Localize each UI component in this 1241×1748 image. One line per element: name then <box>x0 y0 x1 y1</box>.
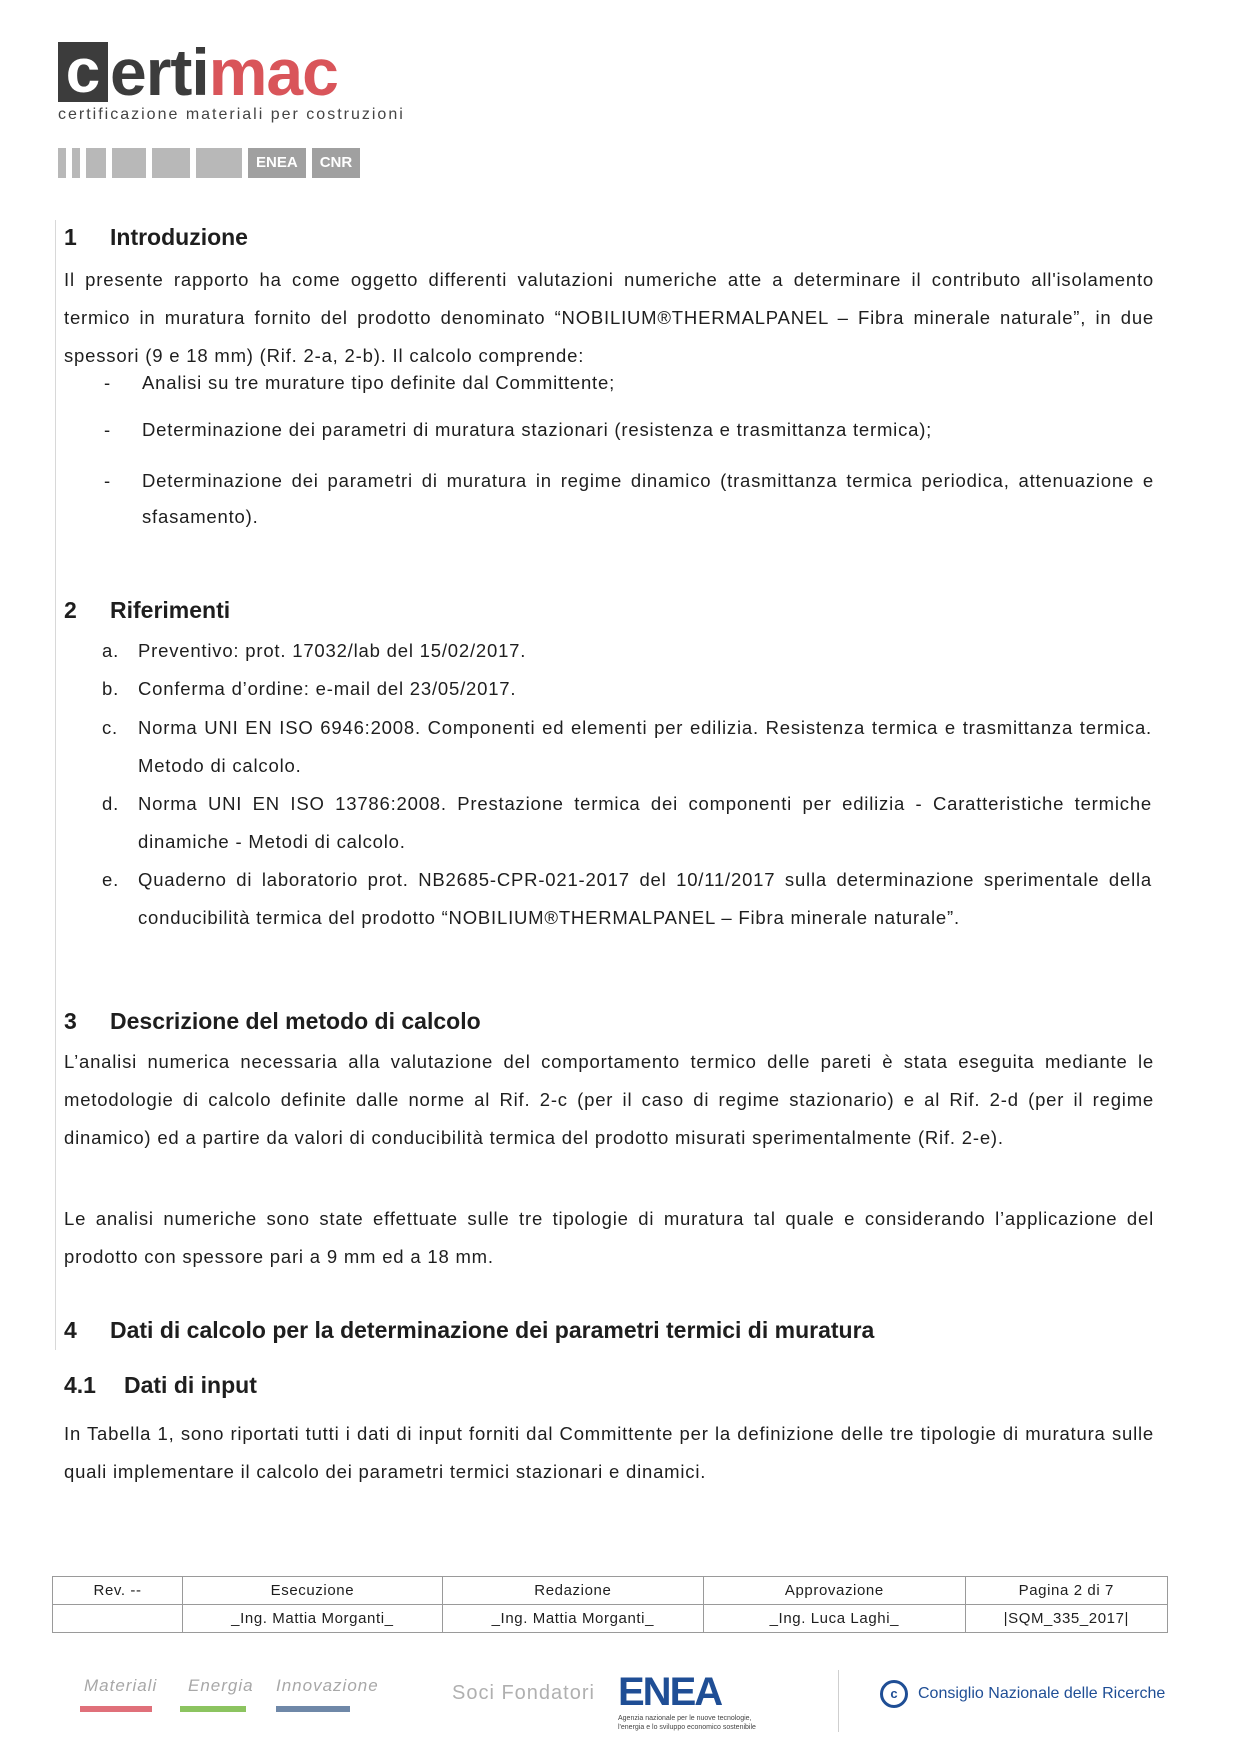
bullet-marker: - <box>104 372 111 393</box>
reference-letter: a. <box>102 640 120 661</box>
logo-cnr-label: CNR <box>312 148 361 178</box>
esecuzione-name: _Ing. Mattia Morganti_ <box>183 1605 442 1633</box>
section-3-paragraph-2: Le analisi numeriche sono state effettuate sulle tre tipologie di muratura tal quale e considerando l’applicazione del prodotto con spessore pari a 9 mm ed a 18 mm. <box>64 1208 1154 1267</box>
cnr-logo <box>880 1680 1165 1708</box>
section-3-heading <box>64 1008 481 1035</box>
section-title: Introduzione <box>110 224 248 250</box>
logo-erti: erti <box>110 35 209 109</box>
logo-partner-bar <box>58 148 366 178</box>
logo-subtitle: certificazione materiali per costruzioni <box>58 106 405 123</box>
section-number: 1 <box>64 224 77 250</box>
keyword-energia-bar <box>180 1706 246 1712</box>
reference-text: Norma UNI EN ISO 6946:2008. Componenti ed elementi per edilizia. Resistenza termica e trasmittanza termica. Metodo di calcolo. <box>138 717 1152 776</box>
bullet-text: Determinazione dei parametri di muratura in regime dinamico (trasmittanza termica periodica, attenuazione e sfasamento). <box>142 470 1154 527</box>
certimac-logo <box>58 32 438 182</box>
redazione-label: Redazione <box>442 1577 703 1605</box>
reference-text: Quaderno di laboratorio prot. NB2685-CPR-021-2017 del 10/11/2017 sulla determinazione sperimentale della conducibilità termica del prodotto “NOBILIUM®THERMALPANEL – Fibra minerale naturale”. <box>138 869 1152 928</box>
reference-letter: e. <box>102 869 120 890</box>
section-1-paragraph: Il presente rapporto ha come oggetto differenti valutazioni numeriche atte a determinare il contributo all'isolamento termico in muratura fornito del prodotto denominato “NOBILIUM®THERMALPANEL – Fibra minerale naturale”, in due spessori (9 e 18 mm) (Rif. 2-a, 2-b). Il calcolo comprende: <box>64 269 1154 366</box>
subsection-title: Dati di input <box>124 1372 257 1398</box>
logo-bar-block <box>196 148 242 178</box>
keyword-innovazione-bar <box>276 1706 350 1712</box>
logo-c: c <box>58 42 108 102</box>
section-number: 4 <box>64 1317 77 1343</box>
margin-rule <box>55 220 56 1350</box>
logo-bar-block <box>86 148 106 178</box>
approvazione-label: Approvazione <box>704 1577 966 1605</box>
section-1-heading <box>64 224 248 251</box>
reference-letter: c. <box>102 717 118 738</box>
keyword-materiali: Materiali <box>84 1676 158 1695</box>
revision-cell: Rev. -- <box>53 1577 183 1605</box>
logo-bar-block <box>58 148 66 178</box>
section-3-paragraph-1: L’analisi numerica necessaria alla valutazione del comportamento termico delle pareti è stata eseguita mediante le metodologie di calcolo definite dalle norme al Rif. 2-c (per il caso di regime stazionario) e al Rif. 2-d (per il regime dinamico) ed a partire da valori di conducibilità termica del prodotto misurati sperimentalmente (Rif. 2-e). <box>64 1051 1154 1148</box>
section-title: Dati di calcolo per la determinazione dei parametri termici di muratura <box>110 1317 875 1343</box>
approvazione-name: _Ing. Luca Laghi_ <box>704 1605 966 1633</box>
reference-text: Norma UNI EN ISO 13786:2008. Prestazione termica dei componenti per edilizia - Caratteristiche termiche dinamiche - Metodi di calcolo. <box>138 793 1152 852</box>
cnr-name: Consiglio Nazionale delle Ricerche <box>918 1685 1166 1702</box>
section-number: 3 <box>64 1008 77 1034</box>
logo-bar-block <box>152 148 190 178</box>
logo-bar-block <box>72 148 80 178</box>
section-title: Descrizione del metodo di calcolo <box>110 1008 481 1034</box>
document-code: |SQM_335_2017| <box>965 1605 1167 1633</box>
reference-text: Preventivo: prot. 17032/lab del 15/02/2017. <box>138 640 527 661</box>
bullet-text: Analisi su tre murature tipo definite dal Committente; <box>142 372 616 393</box>
section-2-heading <box>64 597 230 624</box>
enea-wordmark: ENEA <box>618 1670 722 1714</box>
keyword-innovazione: Innovazione <box>276 1676 379 1695</box>
section-4-heading <box>64 1317 874 1344</box>
section-4-1-paragraph: In Tabella 1, sono riportati tutti i dati di input forniti dal Committente per la definizione delle tre tipologie di muratura sulle quali implementare il calcolo dei parametri termici stazionari e dinamici. <box>64 1423 1154 1482</box>
keyword-materiali-bar <box>80 1706 152 1712</box>
page-number: Pagina 2 di 7 <box>965 1577 1167 1605</box>
bullet-text: Determinazione dei parametri di muratura stazionari (resistenza e trasmittanza termica); <box>142 419 933 440</box>
logo-wordmark <box>58 32 338 109</box>
enea-subtitle-line: Agenzia nazionale per le nuove tecnologie, <box>618 1715 752 1722</box>
subsection-number: 4.1 <box>64 1372 96 1398</box>
approval-table <box>52 1576 1168 1633</box>
reference-letter: b. <box>102 678 120 699</box>
soci-fondatori: Soci Fondatori <box>452 1682 595 1704</box>
approval-row-labels <box>53 1577 1168 1605</box>
reference-letter: d. <box>102 793 120 814</box>
logo-enea-label: ENEA <box>248 148 306 178</box>
subsection-4-1-heading <box>64 1372 257 1399</box>
enea-subtitle-line: l'energia e lo sviluppo economico sostenibile <box>618 1724 756 1731</box>
logo-mac: mac <box>208 35 338 109</box>
cnr-emblem-icon: c <box>880 1680 908 1708</box>
keyword-energia: Energia <box>188 1676 254 1695</box>
redazione-name: _Ing. Mattia Morganti_ <box>442 1605 703 1633</box>
empty-cell <box>53 1605 183 1633</box>
bullet-marker: - <box>104 419 111 440</box>
bullet-marker: - <box>104 470 111 491</box>
enea-subtitle <box>618 1714 756 1732</box>
approval-row-names <box>53 1605 1168 1633</box>
footer-divider <box>838 1670 839 1732</box>
section-title: Riferimenti <box>110 597 231 623</box>
reference-text: Conferma d’ordine: e-mail del 23/05/2017. <box>138 678 517 699</box>
esecuzione-label: Esecuzione <box>183 1577 442 1605</box>
enea-logo <box>618 1670 798 1734</box>
logo-bar-block <box>112 148 146 178</box>
footer-band <box>80 1670 1170 1740</box>
section-number: 2 <box>64 597 77 623</box>
